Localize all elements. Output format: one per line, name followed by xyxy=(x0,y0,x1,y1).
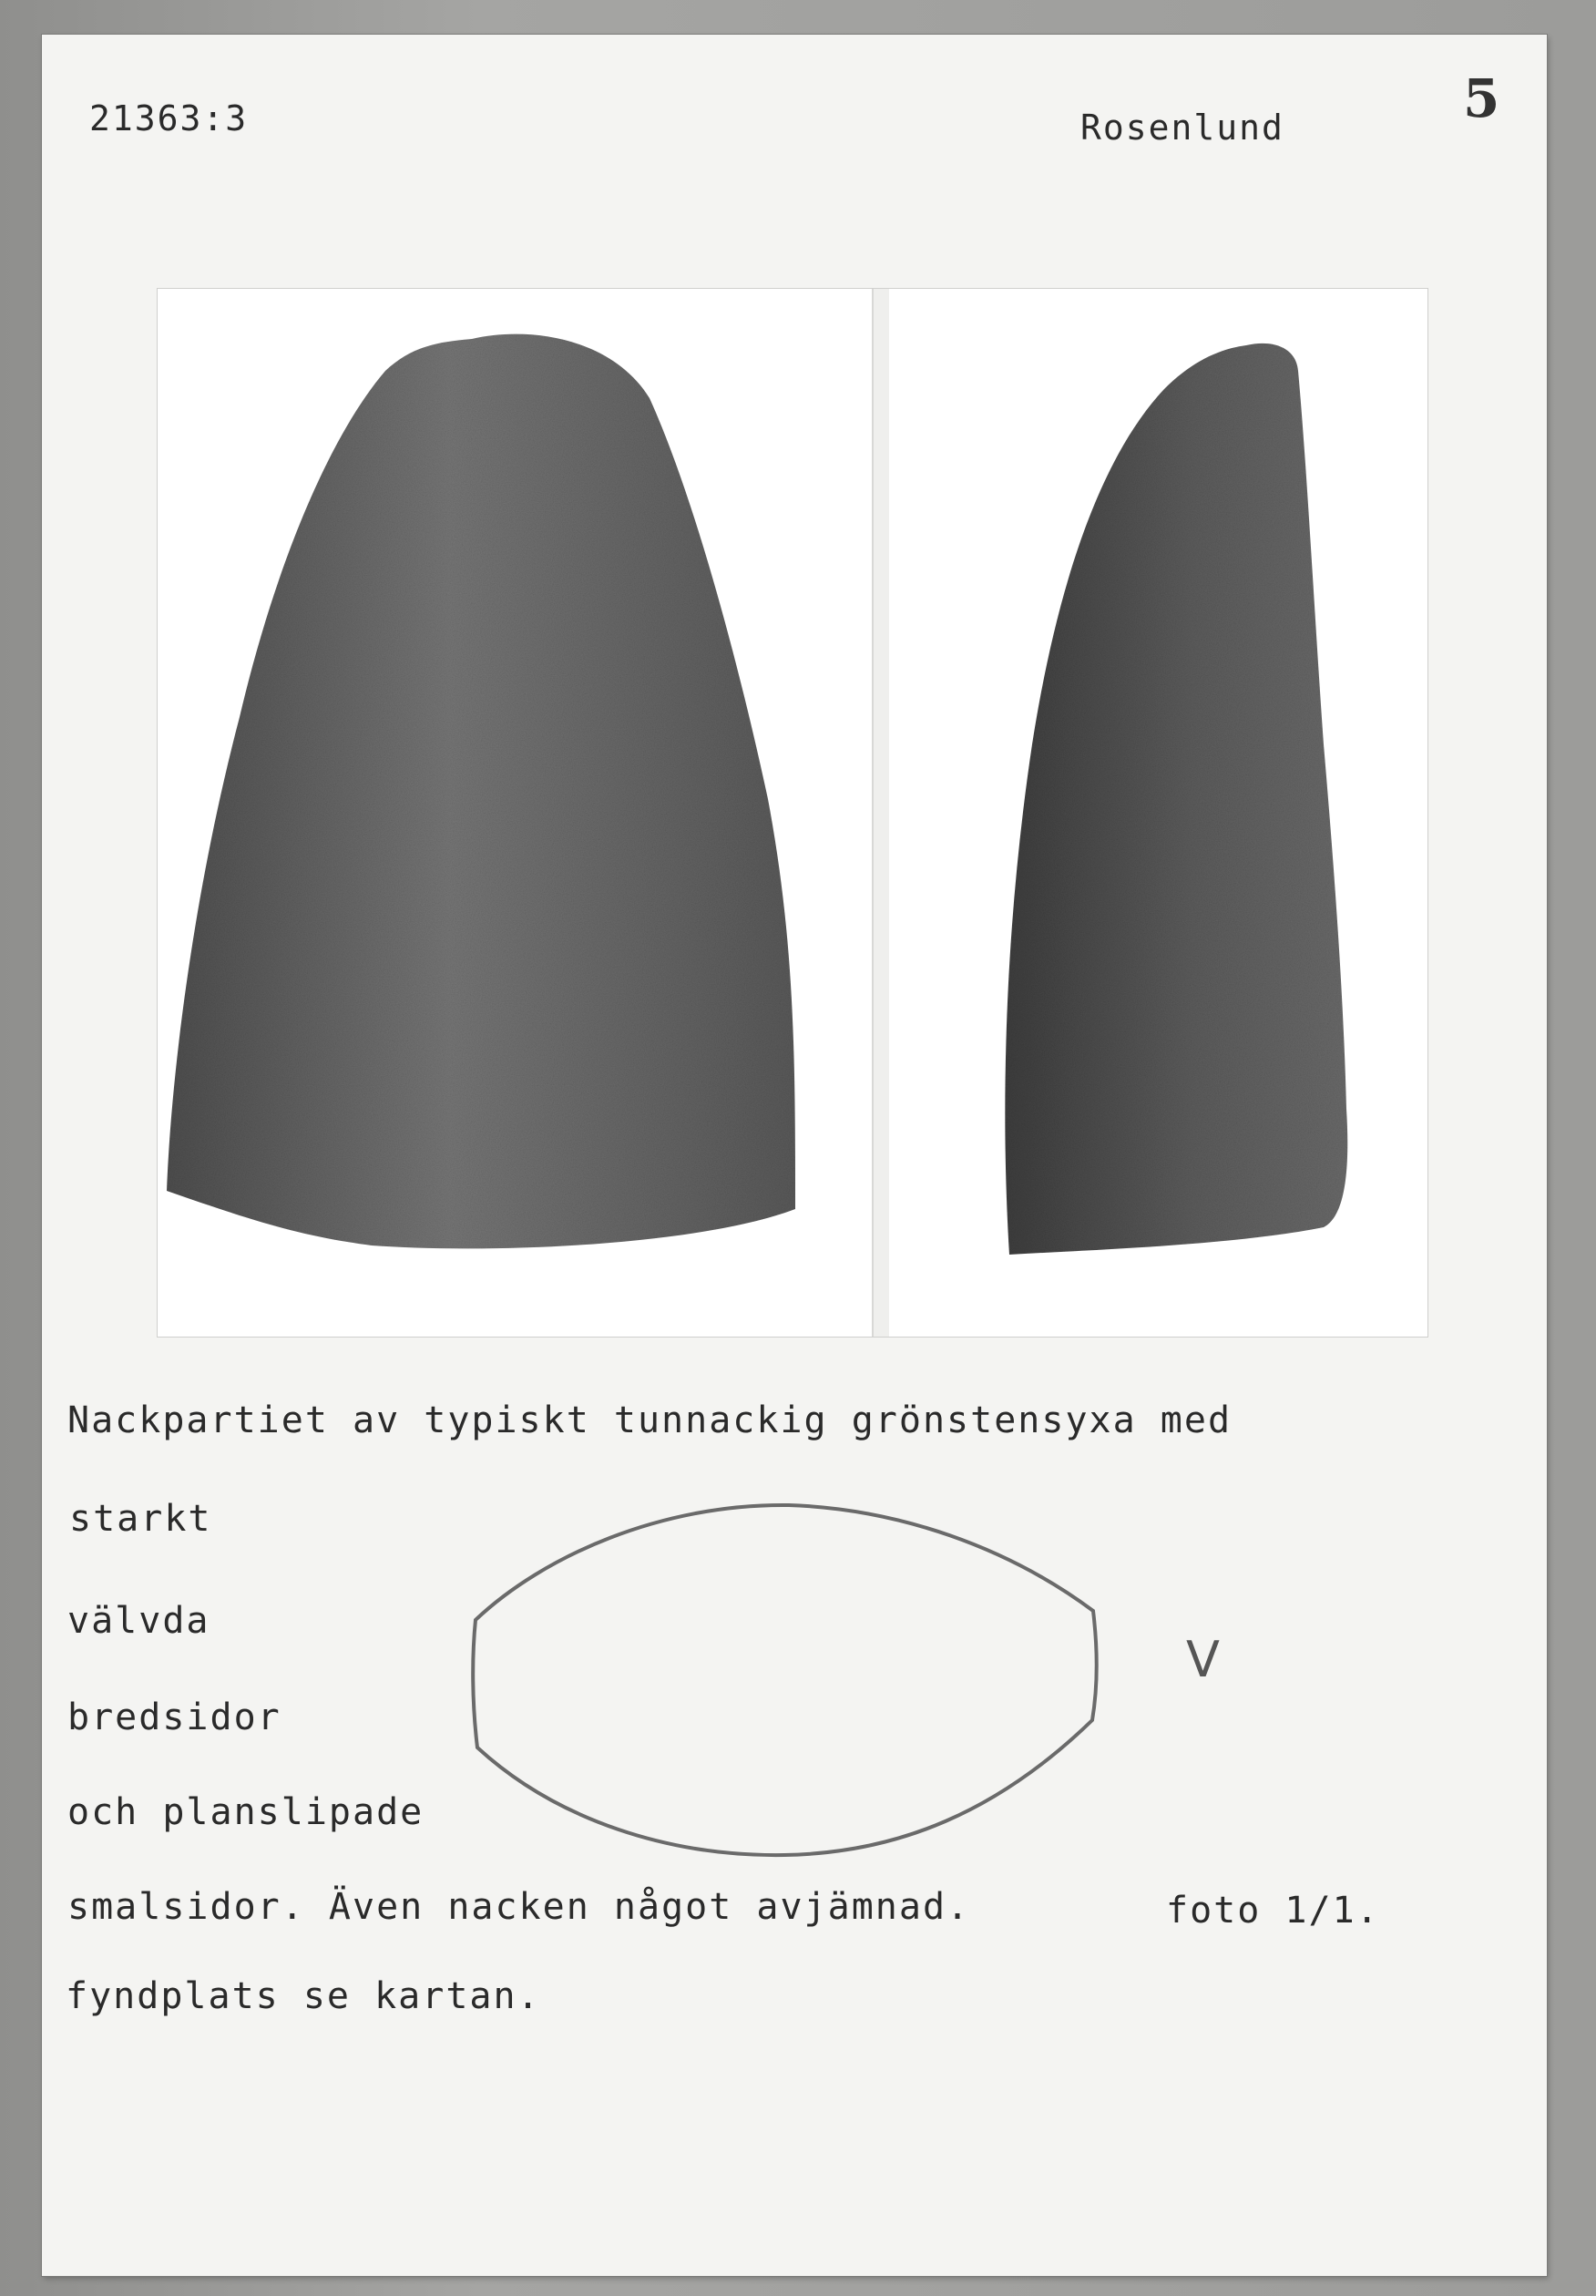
description-line-1: Nackpartiet av typiskt tunnackig grönstensyxa med xyxy=(67,1399,1233,1441)
axe-front-view xyxy=(167,334,795,1249)
cross-section-sketch xyxy=(425,1456,1171,1884)
photo-scale-note: foto 1/1. xyxy=(1166,1890,1380,1932)
sketch-mark: V xyxy=(1186,1631,1220,1688)
description-line-2: starkt xyxy=(69,1498,212,1540)
description-line-7: fyndplats se kartan. xyxy=(66,1975,541,2017)
description-line-6: smalsidor. Även nacken något avjämnad. xyxy=(67,1886,971,1928)
catalog-card xyxy=(42,35,1547,2276)
description-line-3: välvda xyxy=(67,1600,210,1642)
description-line-5: och planslipade xyxy=(67,1791,425,1833)
sheet-number: 5 xyxy=(1463,67,1500,129)
axe-side-view xyxy=(1005,343,1347,1255)
site-name: Rosenlund xyxy=(1080,108,1284,148)
description-line-4: bredsidor xyxy=(67,1696,281,1738)
artifact-photographs xyxy=(157,288,1428,1338)
catalog-number: 21363:3 xyxy=(89,98,249,138)
